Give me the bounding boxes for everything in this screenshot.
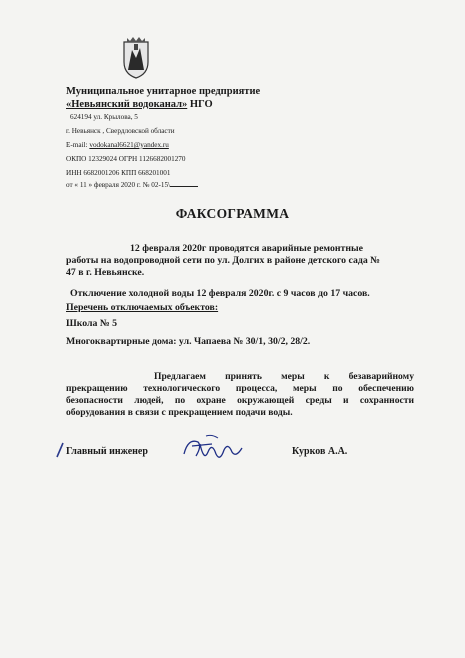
organization-line-1: Муниципальное унитарное предприятие — [66, 86, 261, 97]
paragraph-3-line-3: безопасности людей, по охране окружающей среды и сохранности — [66, 395, 414, 406]
document-title: ФАКСОГРАММА — [175, 206, 290, 221]
paragraph-3-line-4: оборудования в связи с прекращением подачи воды. — [66, 407, 293, 418]
email-label: E-mail: — [66, 141, 90, 149]
organization-line-2 — [66, 99, 213, 110]
address-street: 624194 ул. Крылова, 5 — [70, 113, 138, 121]
paragraph-3-line-1: Предлагаем принять меры к безаварийному — [154, 371, 414, 382]
shutdown-time: Отключение холодной воды 12 февраля 2020г. с 9 часов до 17 часов. — [70, 288, 370, 299]
paragraph-3-line-2: прекращению технологического процесса, меры по обеспечению — [66, 383, 414, 394]
email-link[interactable]: vodokanal6621@yandex.ru — [89, 141, 169, 149]
signatory-name: Курков А.А. — [292, 446, 348, 457]
tax-codes: ИНН 6682001206 КПП 668201001 — [66, 169, 171, 177]
handwritten-signature-icon — [178, 432, 248, 466]
pen-mark-icon — [54, 442, 66, 458]
paragraph-1-line-3: 47 в г. Невьянске. — [66, 267, 145, 278]
date-underline — [170, 179, 198, 187]
address-city: г. Невьянск , Свердловской области — [66, 127, 175, 135]
objects-list-title: Перечень отключаемых объектов: — [66, 302, 219, 313]
document-date — [66, 179, 198, 189]
object-school: Школа № 5 — [66, 318, 118, 329]
organization-name: «Невьянский водоканал» — [66, 99, 188, 110]
email-line — [66, 141, 169, 149]
coat-of-arms-icon — [118, 36, 154, 80]
paragraph-1-line-1: 12 февраля 2020г проводятся аварийные ремонтные — [130, 243, 363, 254]
registration-codes: ОКПО 12329024 ОГРН 1126682001270 — [66, 155, 186, 163]
object-houses: Многоквартирные дома: ул. Чапаева № 30/1, 30/2, 28/2. — [66, 336, 311, 347]
signatory-role: Главный инженер — [66, 446, 148, 457]
date-text: от « 11 » февраля 2020 г. № 02-15\ — [66, 181, 171, 189]
organization-suffix: НГО — [187, 99, 213, 110]
paragraph-1-line-2: работы на водопроводной сети по ул. Долгих в районе детского сада № — [66, 255, 381, 266]
